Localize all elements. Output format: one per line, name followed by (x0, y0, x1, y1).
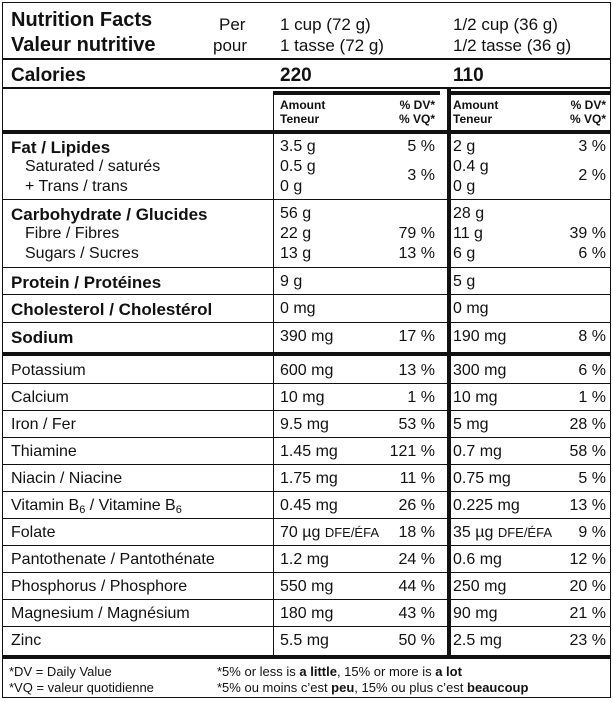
sat-trans-pct-1: 3 % (407, 167, 435, 184)
teneur-label-2: Teneur (453, 112, 493, 126)
trans-label: + Trans / trans (25, 178, 128, 195)
sugars-pct-1: 13 % (398, 245, 435, 262)
pantothenate-label: Pantothenate / Pantothénate (11, 551, 215, 568)
divider (3, 58, 610, 60)
fibre-label: Fibre / Fibres (25, 225, 120, 242)
sugars-amount-1: 13 g (280, 245, 312, 262)
thiamine-amount-2: 0.7 mg (453, 443, 502, 460)
vq-label: % VQ* (398, 112, 435, 126)
saturated-amount-1: 0.5 g (280, 158, 316, 175)
fibre-amount-2: 11 g (453, 225, 483, 242)
sodium-amount-1: 390 mg (280, 328, 334, 345)
footnote-vq: *VQ = valeur quotidienne (9, 680, 154, 695)
fibre-pct-1: 79 % (398, 225, 435, 242)
protein-label: Protein / Protéines (11, 273, 162, 292)
sugars-label: Sugars / Sucres (25, 245, 139, 262)
footnote-guide-en: *5% or less is a little, 15% or more is a lot (217, 664, 462, 679)
folate-pct-1: 18 % (398, 524, 435, 541)
sodium-amount-2: 190 mg (453, 328, 507, 345)
divider (3, 518, 610, 519)
trans-amount-2: 0 g (453, 178, 476, 195)
fat-pct-2: 3 % (578, 138, 606, 155)
fat-label: Fat / Lipides (11, 138, 111, 157)
iron-amount-2: 5 mg (453, 416, 489, 433)
vitamin-b6-amount-2: 0.225 mg (453, 497, 520, 514)
carb-amount-1: 56 g (280, 205, 312, 222)
saturated-label: Saturated / saturés (25, 158, 161, 175)
divider (447, 91, 610, 95)
protein-amount-1: 9 g (280, 273, 303, 290)
zinc-amount-2: 2.5 mg (453, 632, 502, 649)
pantothenate-pct-1: 24 % (398, 551, 435, 568)
folate-amount-2: 35 µg DFE/ÉFA (453, 524, 552, 541)
column-rule-1 (273, 91, 274, 655)
calcium-amount-2: 10 mg (453, 389, 498, 406)
calcium-label: Calcium (11, 389, 69, 406)
sodium-pct-2: 8 % (578, 328, 606, 345)
zinc-label: Zinc (11, 632, 42, 649)
potassium-pct-1: 13 % (398, 362, 435, 379)
divider (3, 130, 610, 134)
iron-amount-1: 9.5 mg (280, 416, 329, 433)
calcium-amount-1: 10 mg (280, 389, 325, 406)
divider (3, 464, 610, 465)
cholesterol-label: Cholesterol / Cholestérol (11, 300, 213, 319)
cholesterol-amount-2: 0 mg (453, 300, 489, 317)
pantothenate-amount-2: 0.6 mg (453, 551, 502, 568)
niacin-pct-2: 5 % (578, 470, 606, 487)
nutrition-facts-panel (2, 2, 611, 698)
teneur-label: Teneur (280, 112, 320, 126)
cholesterol-amount-1: 0 mg (280, 300, 316, 317)
phosphorus-amount-1: 550 mg (280, 578, 334, 595)
zinc-pct-2: 23 % (569, 632, 606, 649)
calcium-pct-2: 1 % (578, 389, 606, 406)
divider (3, 437, 610, 438)
phosphorus-label: Phosphorus / Phosphore (11, 578, 188, 595)
divider (3, 655, 610, 659)
magnesium-label: Magnesium / Magnésium (11, 605, 190, 622)
vitamin-b6-amount-1: 0.45 mg (280, 497, 338, 514)
divider (3, 545, 610, 546)
serving1-fr: 1 tasse (72 g) (280, 36, 384, 55)
thiamine-pct-1: 121 % (389, 443, 435, 460)
magnesium-amount-2: 90 mg (453, 605, 498, 622)
thiamine-label: Thiamine (11, 443, 77, 460)
vitamin-b6-pct-2: 13 % (569, 497, 606, 514)
divider (3, 410, 610, 411)
per-en: Per (219, 15, 246, 34)
title-en: Nutrition Facts (11, 9, 153, 31)
divider (3, 87, 610, 89)
folate-pct-2: 9 % (578, 524, 606, 541)
fibre-amount-1: 22 g (280, 225, 312, 242)
niacin-amount-1: 1.75 mg (280, 470, 338, 487)
fat-amount-1: 3.5 g (280, 138, 316, 155)
divider (273, 91, 440, 95)
divider (3, 322, 610, 323)
potassium-amount-2: 300 mg (453, 362, 507, 379)
calories-col2: 110 (453, 65, 484, 86)
iron-label: Iron / Fer (11, 416, 76, 433)
divider (3, 491, 610, 492)
calories-col1: 220 (280, 65, 312, 86)
trans-amount-1: 0 g (280, 178, 303, 195)
iron-pct-1: 53 % (398, 416, 435, 433)
calcium-pct-1: 1 % (407, 389, 435, 406)
potassium-label: Potassium (11, 362, 86, 379)
divider (3, 267, 610, 268)
serving2-en: 1/2 cup (36 g) (453, 15, 558, 34)
potassium-amount-1: 600 mg (280, 362, 334, 379)
zinc-pct-1: 50 % (398, 632, 435, 649)
niacin-pct-1: 11 % (399, 470, 435, 487)
fat-pct-1: 5 % (407, 138, 435, 155)
serving1-en: 1 cup (72 g) (280, 15, 371, 34)
carb-amount-2: 28 g (453, 205, 485, 222)
sat-trans-pct-2: 2 % (578, 167, 606, 184)
phosphorus-pct-2: 20 % (569, 578, 606, 595)
saturated-amount-2: 0.4 g (453, 158, 489, 175)
magnesium-pct-1: 43 % (398, 605, 435, 622)
magnesium-pct-2: 21 % (569, 605, 606, 622)
sodium-label: Sodium (11, 328, 74, 347)
calories-label: Calories (11, 65, 86, 86)
dv-label: % DV* (399, 98, 435, 112)
vitamin-b6-label: Vitamin $B_6$ / Vitamine $B_6$ (11, 497, 182, 516)
magnesium-amount-1: 180 mg (280, 605, 334, 622)
pantothenate-amount-1: 1.2 mg (280, 551, 329, 568)
divider (3, 199, 610, 200)
folate-label: Folate (11, 524, 56, 541)
vq-label-2: % VQ* (569, 112, 606, 126)
serving2-fr: 1/2 tasse (36 g) (453, 36, 572, 55)
divider (3, 383, 610, 384)
phosphorus-amount-2: 250 mg (453, 578, 507, 595)
footnote-guide-fr: *5% ou moins c’est peu, 15% ou plus c’est beaucoup (217, 680, 529, 695)
column-rule-2 (447, 87, 451, 655)
footnote-dv: *DV = Daily Value (9, 664, 112, 679)
amount-label-2: Amount (453, 98, 499, 112)
thiamine-amount-1: 1.45 mg (280, 443, 338, 460)
sugars-pct-2: 6 % (578, 245, 606, 262)
divider (3, 294, 610, 295)
protein-amount-2: 5 g (453, 273, 476, 290)
divider (3, 572, 610, 573)
divider (3, 626, 610, 627)
amount-label: Amount (280, 98, 326, 112)
iron-pct-2: 28 % (569, 416, 606, 433)
sugars-amount-2: 6 g (453, 245, 476, 262)
sodium-pct-1: 17 % (398, 328, 435, 345)
vitamin-b6-pct-1: 26 % (398, 497, 435, 514)
thiamine-pct-2: 58 % (569, 443, 606, 460)
per-fr: pour (213, 36, 248, 55)
title-fr: Valeur nutritive (11, 34, 156, 56)
phosphorus-pct-1: 44 % (398, 578, 435, 595)
dv-label-2: % DV* (570, 98, 606, 112)
folate-amount-1: 70 µg DFE/ÉFA (280, 524, 379, 541)
fibre-pct-2: 39 % (569, 225, 606, 242)
fat-amount-2: 2 g (453, 138, 476, 155)
zinc-amount-1: 5.5 mg (280, 632, 329, 649)
carb-label: Carbohydrate / Glucides (11, 205, 208, 224)
niacin-amount-2: 0.75 mg (453, 470, 511, 487)
potassium-pct-2: 6 % (578, 362, 606, 379)
divider (3, 352, 610, 356)
niacin-label: Niacin / Niacine (11, 470, 123, 487)
divider (3, 599, 610, 600)
pantothenate-pct-2: 12 % (569, 551, 606, 568)
